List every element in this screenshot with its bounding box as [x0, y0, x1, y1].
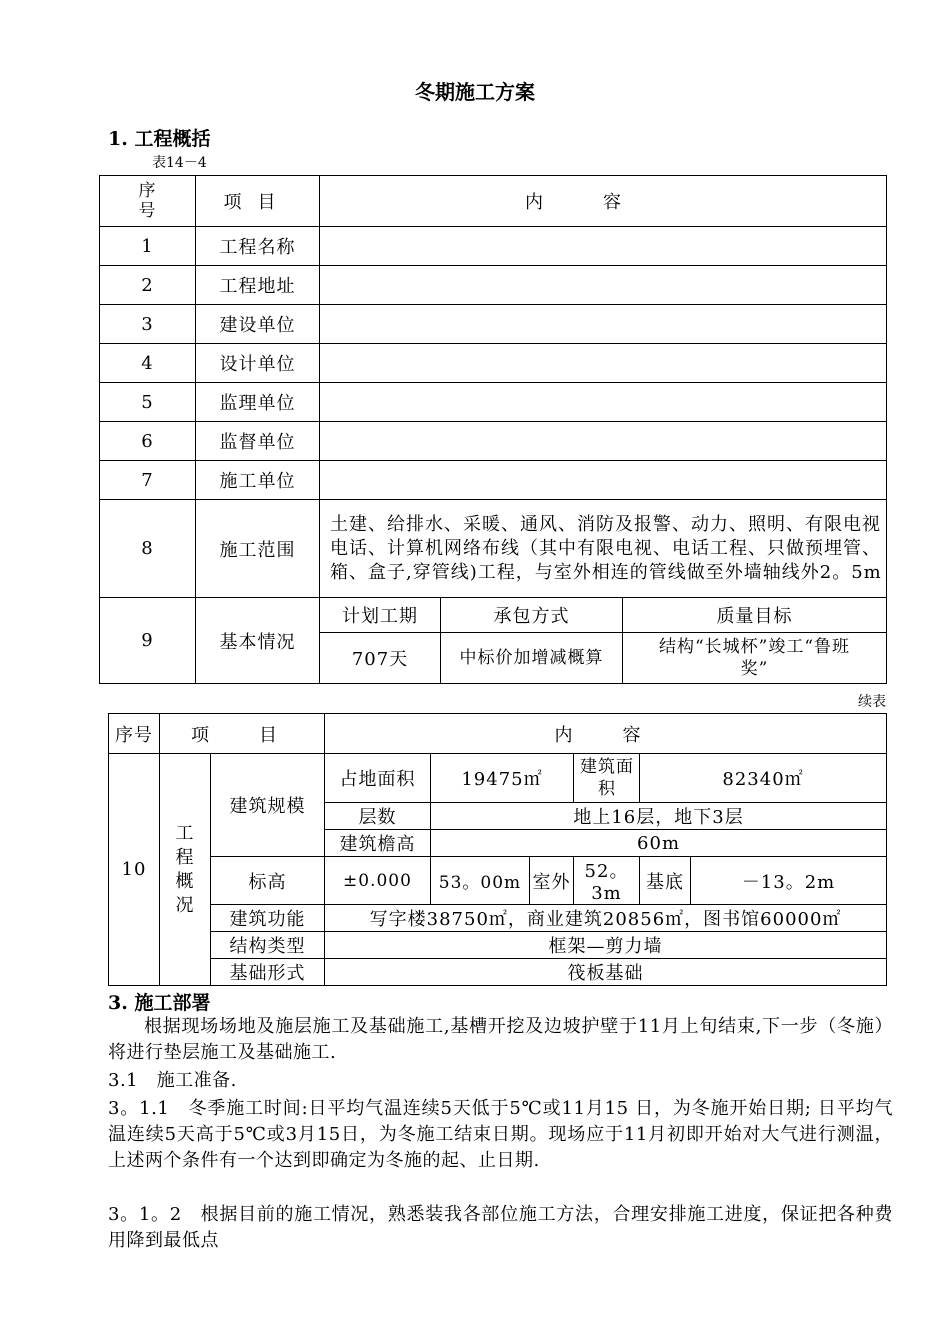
outdoor-label: 室外: [530, 857, 574, 905]
build-area-value: 82340㎡: [640, 754, 887, 803]
row-no: 9: [100, 598, 196, 684]
project-summary-table: [108, 713, 887, 986]
table-row: [109, 905, 887, 932]
header-content: 内容: [320, 176, 887, 227]
base-label: 基底: [640, 857, 691, 905]
site-area-value: 19475㎡: [431, 754, 574, 803]
paragraph: 3。1。2 根据目前的施工情况，熟悉装我各部位施工方法，合理安排施工进度，保证把各种费用降到最低点: [108, 1204, 893, 1251]
row-content: 土建、给排水、采暖、通风、消防及报警、动力、照明、有限电视电话、计算机网络布线（其中有限电视、电话工程、只做预埋管、箱、盒子,穿管线)工程，与室外相连的管线做至外墙轴线外2。5m: [320, 500, 887, 598]
project-overview-table: [99, 175, 887, 684]
row-content: [320, 422, 887, 461]
row-no: 4: [100, 344, 196, 383]
row-no: 5: [100, 383, 196, 422]
row-content: [320, 344, 887, 383]
continued-label: 续表: [858, 694, 886, 710]
elevation-zero-value: 53。00m: [431, 857, 530, 905]
table-row: [100, 266, 887, 305]
row-content: [320, 383, 887, 422]
eave-value: 60m: [431, 830, 887, 857]
table-row: [109, 754, 887, 803]
plan-period-value: 707天: [320, 633, 441, 684]
row-no: 1: [100, 227, 196, 266]
table-row: [109, 857, 887, 905]
row-item: 设计单位: [196, 344, 320, 383]
floors-label: 层数: [325, 803, 431, 830]
row-item: 基本情况: [196, 598, 320, 684]
document-title: 冬期施工方案: [415, 80, 535, 104]
base-value: －13。2m: [691, 857, 887, 905]
header-no: 序号: [100, 176, 196, 227]
table2-header-row: [109, 714, 887, 754]
scale-label: 建筑规模: [211, 754, 325, 857]
foundation-label: 基础形式: [211, 959, 325, 986]
row-item: 监理单位: [196, 383, 320, 422]
table-row: [100, 422, 887, 461]
row-no: 6: [100, 422, 196, 461]
row-no: 7: [100, 461, 196, 500]
function-value: 写字楼38750㎡，商业建筑20856㎡，图书馆60000㎡: [325, 905, 887, 932]
table-caption: 表14－4: [152, 155, 207, 171]
row-content: [320, 305, 887, 344]
row-item: 建设单位: [196, 305, 320, 344]
quality-goal-value: 结构“长城杯”竣工“鲁班奖”: [623, 633, 887, 684]
paragraph: 3.1 施工准备.: [108, 1070, 237, 1091]
row-no: 10: [109, 754, 160, 986]
outdoor-value: 52。3m: [574, 857, 640, 905]
paragraph: 3。1.1 冬季施工时间:日平均气温连续5天低于5℃或11月15 日，为冬施开始日期; 日平均气温连续5天高于5℃或3月15日，为冬施工结束日期。现场应于11月初即开始对大气进行测温，上述两个条件有一个达到即确定为冬施的起、止日期.: [108, 1098, 893, 1171]
row-item: 工程地址: [196, 266, 320, 305]
row-item: 施工范围: [196, 500, 320, 598]
eave-label: 建筑檐高: [325, 830, 431, 857]
elevation-zero-label: ±0.000: [325, 857, 431, 905]
row-no: 3: [100, 305, 196, 344]
row-content: [320, 227, 887, 266]
table-row: [100, 344, 887, 383]
table-header-row: [100, 176, 887, 227]
contract-mode-value: 中标价加增减概算: [441, 633, 623, 684]
structure-label: 结构类型: [211, 932, 325, 959]
table-row: [100, 461, 887, 500]
section-heading-deployment: 3. 施工部署: [108, 992, 211, 1014]
header-content: 内 容: [325, 714, 887, 754]
header-no: 序号: [109, 714, 160, 754]
row-item: 监督单位: [196, 422, 320, 461]
row-content: [320, 266, 887, 305]
row-item: 工程名称: [196, 227, 320, 266]
table-row: [100, 383, 887, 422]
table-row: [100, 227, 887, 266]
floors-value: 地上16层，地下3层: [431, 803, 887, 830]
build-area-label: 建筑面积: [574, 754, 640, 803]
table-row: [100, 305, 887, 344]
paragraph: 根据现场场地及施层施工及基础施工,基槽开挖及边坡护壁于11月上旬结束,下一步（冬施）将进行垫层施工及基础施工.: [108, 1016, 893, 1063]
section-heading-overview: 1. 工程概括: [108, 128, 211, 150]
table-row: [100, 500, 887, 598]
row-content: [320, 461, 887, 500]
table-row: [109, 932, 887, 959]
group-label: 工程概况: [160, 754, 211, 986]
row-no: 8: [100, 500, 196, 598]
foundation-value: 筏板基础: [325, 959, 887, 986]
quality-goal-label: 质量目标: [623, 598, 887, 633]
plan-period-label: 计划工期: [320, 598, 441, 633]
site-area-label: 占地面积: [325, 754, 431, 803]
contract-mode-label: 承包方式: [441, 598, 623, 633]
table-row-basic-header: [100, 598, 887, 633]
header-item: 项 目: [160, 714, 325, 754]
table-row: [109, 959, 887, 986]
header-item: 项目: [196, 176, 320, 227]
row-no: 2: [100, 266, 196, 305]
elevation-label: 标高: [211, 857, 325, 905]
row-item: 施工单位: [196, 461, 320, 500]
function-label: 建筑功能: [211, 905, 325, 932]
structure-value: 框架—剪力墙: [325, 932, 887, 959]
